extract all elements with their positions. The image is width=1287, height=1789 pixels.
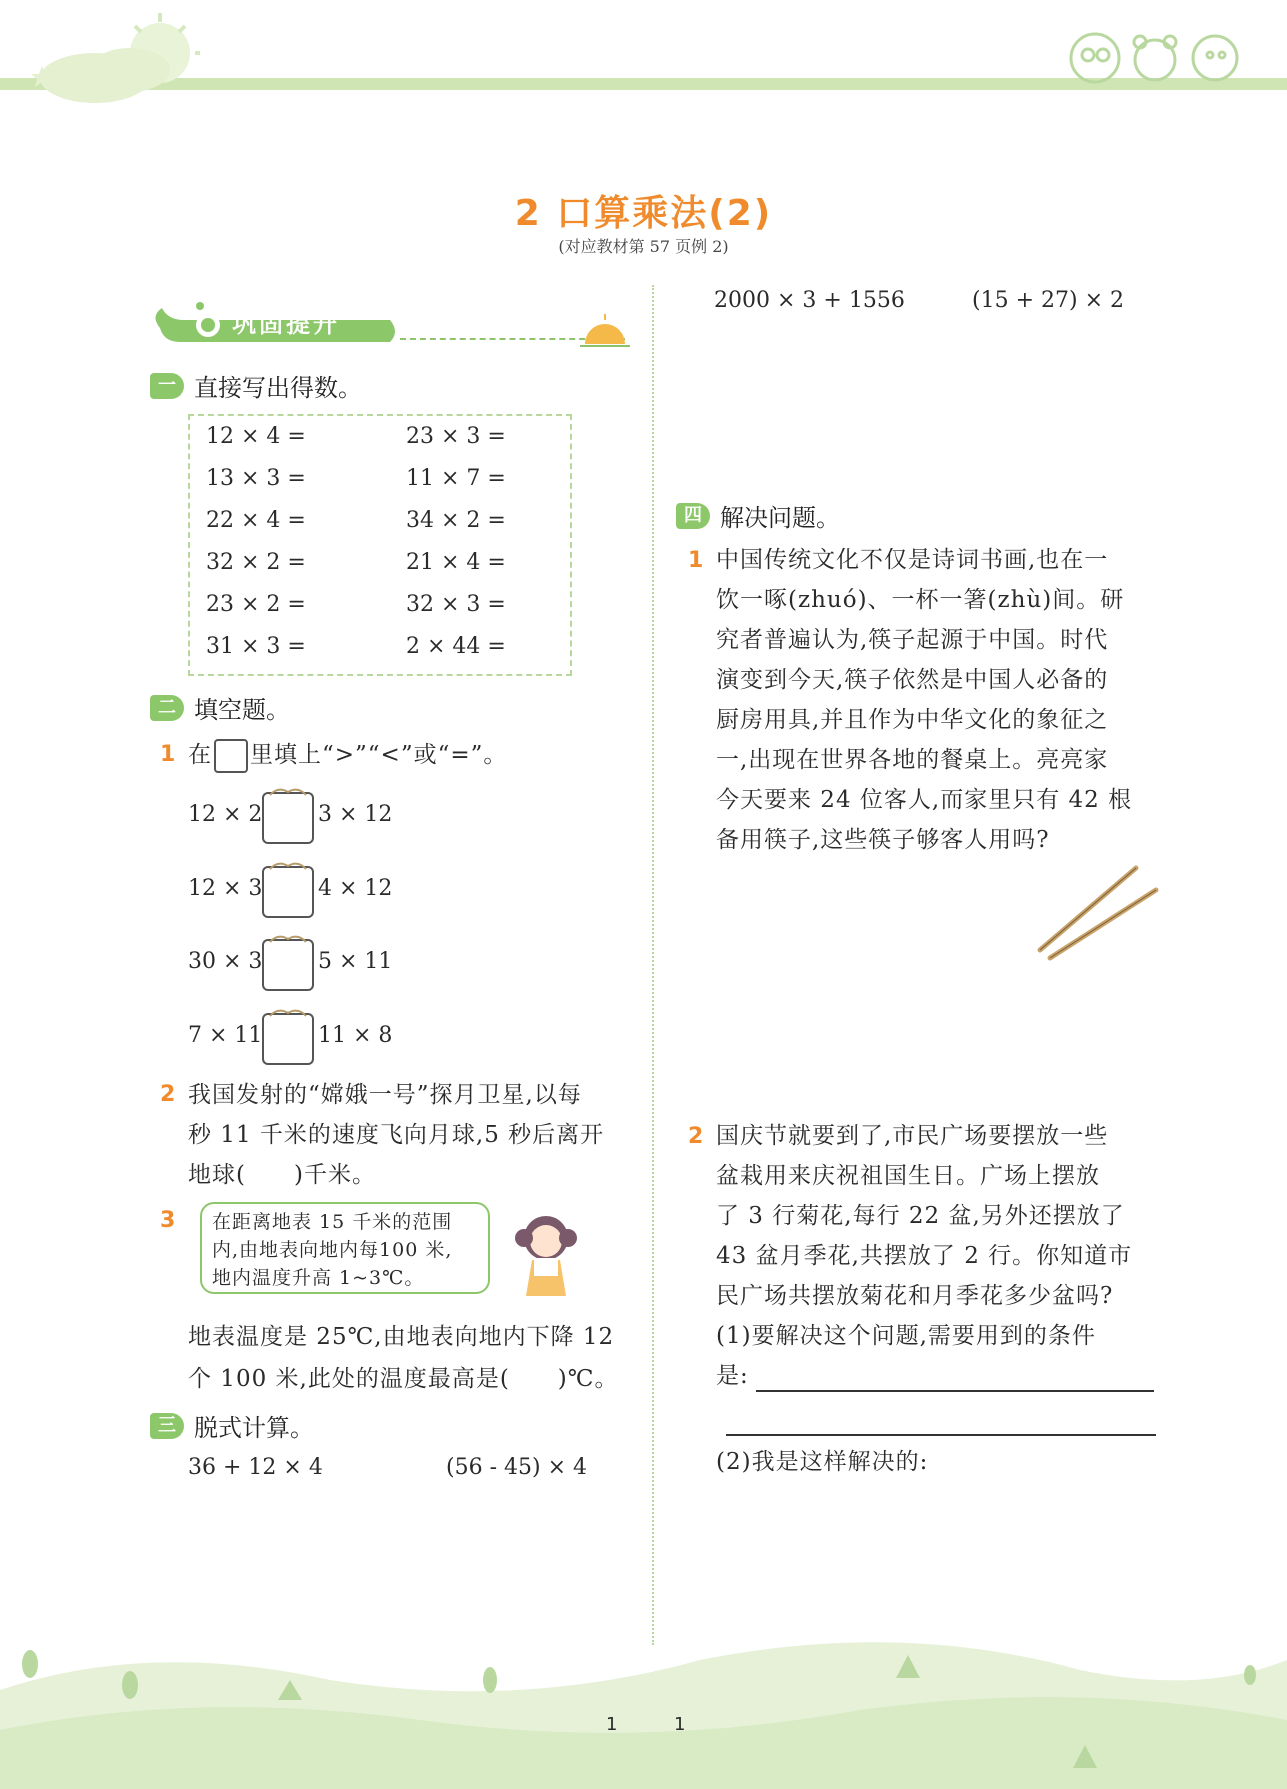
section-2-title: 填空题。 [194, 696, 290, 724]
page-number: 1 [674, 1714, 686, 1735]
compare-right: 5 × 11 [318, 949, 393, 974]
calc-item: 2 × 44 = [406, 634, 506, 659]
section-3-title: 脱式计算。 [194, 1414, 314, 1442]
calc-item: 21 × 4 = [406, 550, 506, 575]
p1-line: 一,出现在世界各地的餐桌上。亮亮家 [716, 747, 1109, 773]
question-number: 1 [160, 742, 176, 767]
section-2-badge: 二 [150, 695, 184, 721]
calc-item: 32 × 3 = [406, 592, 506, 617]
calc-item: 32 × 2 = [206, 550, 306, 575]
calc-item: 23 × 2 = [206, 592, 306, 617]
p2-line: 盆栽用来庆祝祖国生日。广场上摆放 [716, 1163, 1100, 1189]
page-subtitle: (对应教材第 57 页例 2) [558, 237, 729, 256]
expression: (56 - 45) × 4 [446, 1455, 587, 1480]
section-3-badge: 三 [150, 1413, 184, 1439]
compare-answer-box[interactable] [262, 866, 314, 918]
p1-line: 演变到今天,筷子依然是中国人必备的 [716, 667, 1109, 693]
p1-line: 中国传统文化不仅是诗词书画,也在一 [716, 547, 1109, 573]
p2-solve-label: (2)我是这样解决的: [716, 1449, 929, 1475]
bubble-line: 内,由地表向地内每100 米, [212, 1239, 453, 1261]
p2-line: 43 盆月季花,共摆放了 2 行。你知道市 [716, 1243, 1133, 1269]
answer-box-sample [214, 739, 248, 773]
compare-right: 4 × 12 [318, 876, 393, 901]
answer-line[interactable] [726, 1434, 1156, 1436]
compare-answer-box[interactable] [262, 1013, 314, 1065]
calc-item: 13 × 3 = [206, 466, 306, 491]
compare-left: 12 × 2 [188, 802, 263, 827]
expression: 36 + 12 × 4 [188, 1455, 323, 1480]
p2-cond-label: 是: [716, 1363, 749, 1389]
p1-line: 厨房用具,并且作为中华文化的象征之 [716, 707, 1109, 733]
question-number: 3 [160, 1208, 176, 1233]
hills-decoration [0, 1600, 1287, 1789]
p2-line: 民广场共摆放菊花和月季花多少盆吗? [716, 1283, 1114, 1309]
p1-line: 今天要来 24 位客人,而家里只有 42 根 [716, 787, 1133, 813]
q1-instruction [188, 735, 507, 775]
chopsticks-icon [1036, 862, 1162, 962]
question-number: 2 [160, 1082, 176, 1107]
answer-line[interactable] [756, 1390, 1154, 1392]
speech-bubble [200, 1202, 490, 1294]
question-number: 2 [688, 1124, 704, 1149]
column-divider [652, 285, 654, 1645]
sunset-icon [580, 312, 630, 348]
question-number: 1 [688, 548, 704, 573]
q3-line: 个 100 米,此处的温度最高是( )℃。 [188, 1366, 619, 1392]
q2-line: 我国发射的“嫦娥一号”探月卫星,以每 [188, 1082, 582, 1108]
p2-line: 了 3 行菊花,每行 22 盆,另外还摆放了 [716, 1203, 1125, 1229]
banner-label: 巩固提升 [232, 310, 340, 338]
section-4-heading [676, 498, 840, 533]
calc-item: 23 × 3 = [406, 424, 506, 449]
q2-line: 秒 11 千米的速度飞向月球,5 秒后离开 [188, 1122, 605, 1148]
p2-line: (1)要解决这个问题,需要用到的条件 [716, 1323, 1096, 1349]
q1-post-text: 里填上“>”“<”或“=”。 [250, 742, 508, 768]
calc-item: 34 × 2 = [406, 508, 506, 533]
compare-right: 11 × 8 [318, 1023, 393, 1048]
calc-item: 22 × 4 = [206, 508, 306, 533]
section-4-badge: 四 [676, 503, 710, 529]
animal-faces-icon [1060, 20, 1250, 85]
compare-left: 30 × 3 [188, 949, 263, 974]
page-number: 1 [606, 1714, 618, 1735]
compare-answer-box[interactable] [262, 792, 314, 844]
p1-line: 究者普遍认为,筷子起源于中国。时代 [716, 627, 1109, 653]
expression: 2000 × 3 + 1556 [714, 288, 905, 313]
calc-item: 11 × 7 = [406, 466, 506, 491]
section-4-title: 解决问题。 [720, 504, 840, 532]
calc-item: 12 × 4 = [206, 424, 306, 449]
page-title: 2 口算乘法(2) [514, 193, 773, 234]
section-1-title: 直接写出得数。 [194, 374, 362, 402]
compare-left: 12 × 3 [188, 876, 263, 901]
bubble-line: 在距离地表 15 千米的范围 [212, 1211, 453, 1233]
compare-answer-box[interactable] [262, 939, 314, 991]
p1-line: 饮一啄(zhuó)、一杯一箸(zhù)间。研 [716, 587, 1125, 613]
compare-left: 7 × 11 [188, 1023, 263, 1048]
section-3-heading [150, 1408, 314, 1443]
section-1-badge: 一 [150, 373, 184, 399]
bubble-line: 地内温度升高 1~3℃。 [212, 1267, 425, 1289]
compare-right: 3 × 12 [318, 802, 393, 827]
girl-illustration-icon [512, 1208, 580, 1300]
calc-item: 31 × 3 = [206, 634, 306, 659]
expression: (15 + 27) × 2 [972, 288, 1124, 313]
q3-line: 地表温度是 25℃,由地表向地内下降 12 [188, 1324, 615, 1350]
section-2-heading [150, 690, 290, 725]
section-1-heading [150, 368, 362, 403]
q1-pre-text: 在 [188, 742, 212, 768]
q2-line: 地球( )千米。 [188, 1162, 376, 1188]
p2-line: 国庆节就要到了,市民广场要摆放一些 [716, 1123, 1109, 1149]
p1-line: 备用筷子,这些筷子够客人用吗? [716, 827, 1050, 853]
cloud-sun-icon [20, 8, 200, 108]
